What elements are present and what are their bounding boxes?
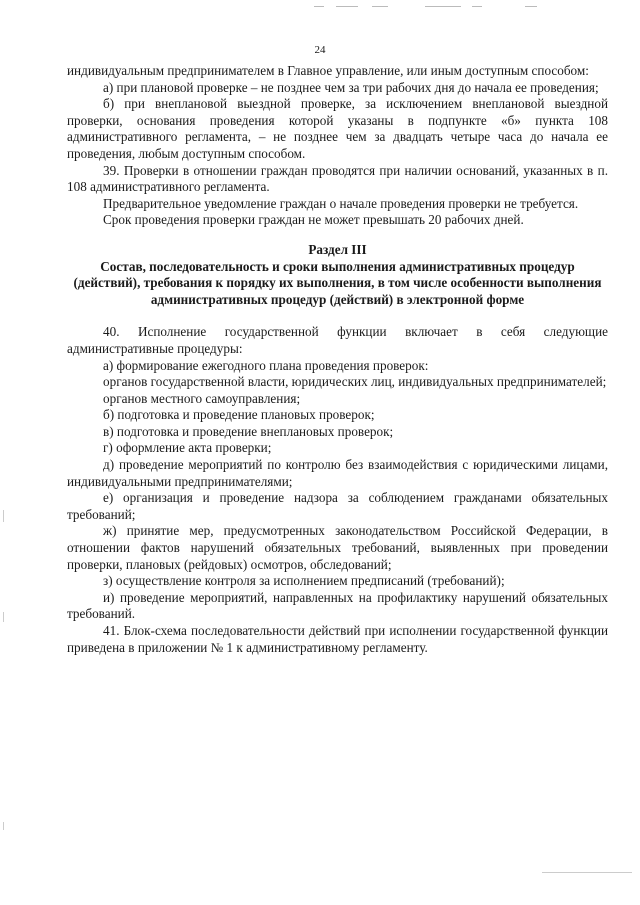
paragraph: 41. Блок-схема последовательности действий при исполнении государственной функции приведена в приложении № 1 к административному регламенту. [67,623,608,655]
list-item: а) формирование ежегодного плана проведения проверок: [103,357,429,373]
list-item: д) проведение мероприятий по контролю без взаимодействия с юридическими лицами, индивидуальными предпринимателями; [67,457,608,489]
scan-edge-mark [3,510,4,522]
scan-bottom-line [542,872,632,873]
section-subtitle: Состав, последовательность и сроки выполнения административных процедур (действий), требования к порядку их выполнения, в том числе особенности выполнения административных процедур (действий) в электронной форме [73,258,602,307]
scan-edge-mark [3,612,4,622]
document-body [67,63,608,656]
paragraph: Срок проведения проверки граждан не может превышать 20 рабочих дней. [103,212,524,228]
paragraph: 40. Исполнение государственной функции включает в себя следующие административные процедуры: [67,324,608,356]
paragraph: а) при плановой проверке – не позднее чем за три рабочих дня до начала ее проведения; [103,79,599,95]
list-item: органов государственной власти, юридических лиц, индивидуальных предпринимателей; [103,374,607,390]
section-title: Раздел III [308,241,367,257]
scan-edge-mark [3,822,4,830]
paragraph: б) при внеплановой выездной проверке, за исключением внеплановой выездной проверки, основания проведения которой указаны в подпункте «б» пункта 108 административного регламента, – не позднее чем за двадцать четыре часа до начала ее проведения, любым доступным способом. [67,96,608,161]
list-item: в) подготовка и проведение внеплановых проверок; [103,423,394,439]
paragraph: Предварительное уведомление граждан о начале проведения проверки не требуется. [103,195,579,211]
list-item: ж) принятие мер, предусмотренных законодательством Российской Федерации, в отношении фактов нарушений обязательных требований, выявленных при проведении проверки, плановых (рейдовых) осмотров, обследований; [67,523,608,572]
list-item: г) оформление акта проверки; [103,440,272,456]
list-item: органов местного самоуправления; [103,390,301,406]
list-item: и) проведение мероприятий, направленных на профилактику нарушений обязательных требований. [67,589,608,622]
page-number: 24 [314,44,326,56]
list-item: з) осуществление контроля за исполнением предписаний (требований); [103,573,505,589]
paragraph: индивидуальным предпринимателем в Главное управление, или иным доступным способом: [67,63,589,78]
list-item: б) подготовка и проведение плановых проверок; [103,407,375,423]
paragraph: 39. Проверки в отношении граждан проводятся при наличии оснований, указанных в п. 108 административного регламента. [67,162,608,195]
scan-artifacts [300,6,540,10]
list-item: е) организация и проведение надзора за соблюдением гражданами обязательных требований; [67,490,608,522]
